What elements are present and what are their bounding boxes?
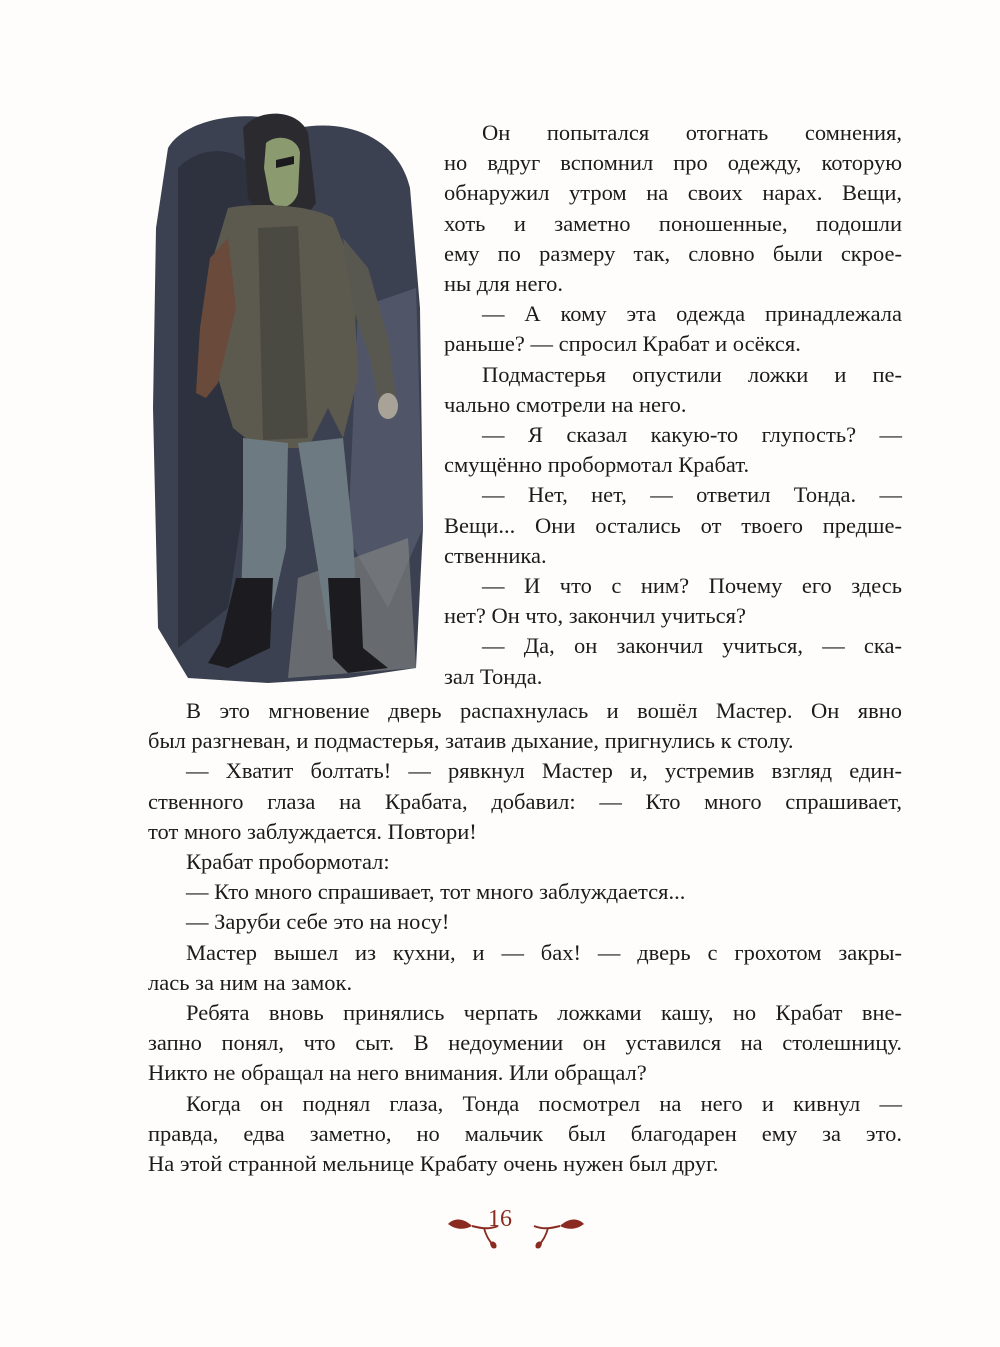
page-number: 16 <box>488 1206 512 1232</box>
text-line: Мастер вышел из кухни, и — бах! — дверь с грохотом закры- <box>186 939 902 965</box>
text-line: запно понял, что сыт. В недоумении он уставился на столешницу. <box>148 1030 902 1056</box>
text-column-right <box>444 118 902 692</box>
text-line: — И что с ним? Почему его здесь <box>482 573 902 599</box>
text-line: Крабат пробормотал: <box>186 849 390 875</box>
text-line: обнаружил утром на своих нарах. Вещи, <box>444 180 902 206</box>
text-line: — Я сказал какую-то глупость? — <box>482 422 902 448</box>
text-line: ны для него. <box>444 271 564 297</box>
text-line: — Хватит болтать! — рявкнул Мастер и, устремив взгляд един- <box>186 758 902 784</box>
text-line: хоть и заметно поношенные, подошли <box>444 210 902 236</box>
page-footer <box>0 1200 1000 1260</box>
text-line: — Заруби себе это на носу! <box>186 909 450 935</box>
text-line: чально смотрели на него. <box>444 391 687 417</box>
character-illustration <box>148 108 430 686</box>
text-line: На этой странной мельнице Крабату очень нужен был друг. <box>148 1151 719 1177</box>
text-line: ственного глаза на Крабата, добавил: — Кто много спрашивает, <box>148 788 902 814</box>
text-line: Ребята вновь принялись черпать ложками кашу, но Крабат вне- <box>186 1000 902 1026</box>
text-line: тот много заблуждается. Повтори! <box>148 818 477 844</box>
text-line: Он попытался отогнать сомнения, <box>482 120 902 145</box>
text-line: — Кто много спрашивает, тот много заблуждается... <box>186 879 686 905</box>
text-line: — Нет, нет, — ответил Тонда. — <box>482 482 902 508</box>
text-line: — Да, он закончил учиться, — ска- <box>482 633 902 659</box>
text-line: Никто не обращал на него внимания. Или обращал? <box>148 1060 647 1086</box>
text-line: раньше? — спросил Крабат и осёкся. <box>444 331 801 357</box>
text-line: Когда он поднял глаза, Тонда посмотрел на него и кивнул — <box>186 1090 902 1116</box>
text-line: был разгневан, и подмастерья, затаив дыхание, пригнулись к столу. <box>148 728 794 754</box>
text-line: смущённо пробормотал Крабат. <box>444 452 750 478</box>
text-line: — А кому эта одежда принадлежала <box>482 301 902 327</box>
text-line: В это мгновение дверь распахнулась и вошёл Мастер. Он явно <box>186 698 902 723</box>
text-line: зал Тонда. <box>444 663 543 689</box>
text-line: ему по размеру так, словно были скрое- <box>444 240 902 266</box>
text-line: лась за ним на замок. <box>148 969 353 995</box>
leaf-ornament-right-icon <box>528 1210 588 1254</box>
text-full-width <box>148 696 902 1179</box>
text-line: нет? Он что, закончил учиться? <box>444 603 746 629</box>
text-line: правда, едва заметно, но мальчик был благодарен ему за это. <box>148 1120 902 1146</box>
text-line: ственника. <box>444 542 547 568</box>
text-line: но вдруг вспомнил про одежду, которую <box>444 150 902 176</box>
text-line: Вещи... Они остались от твоего предше- <box>444 512 902 538</box>
text-line: Подмастерья опустили ложки и пе- <box>482 361 902 387</box>
